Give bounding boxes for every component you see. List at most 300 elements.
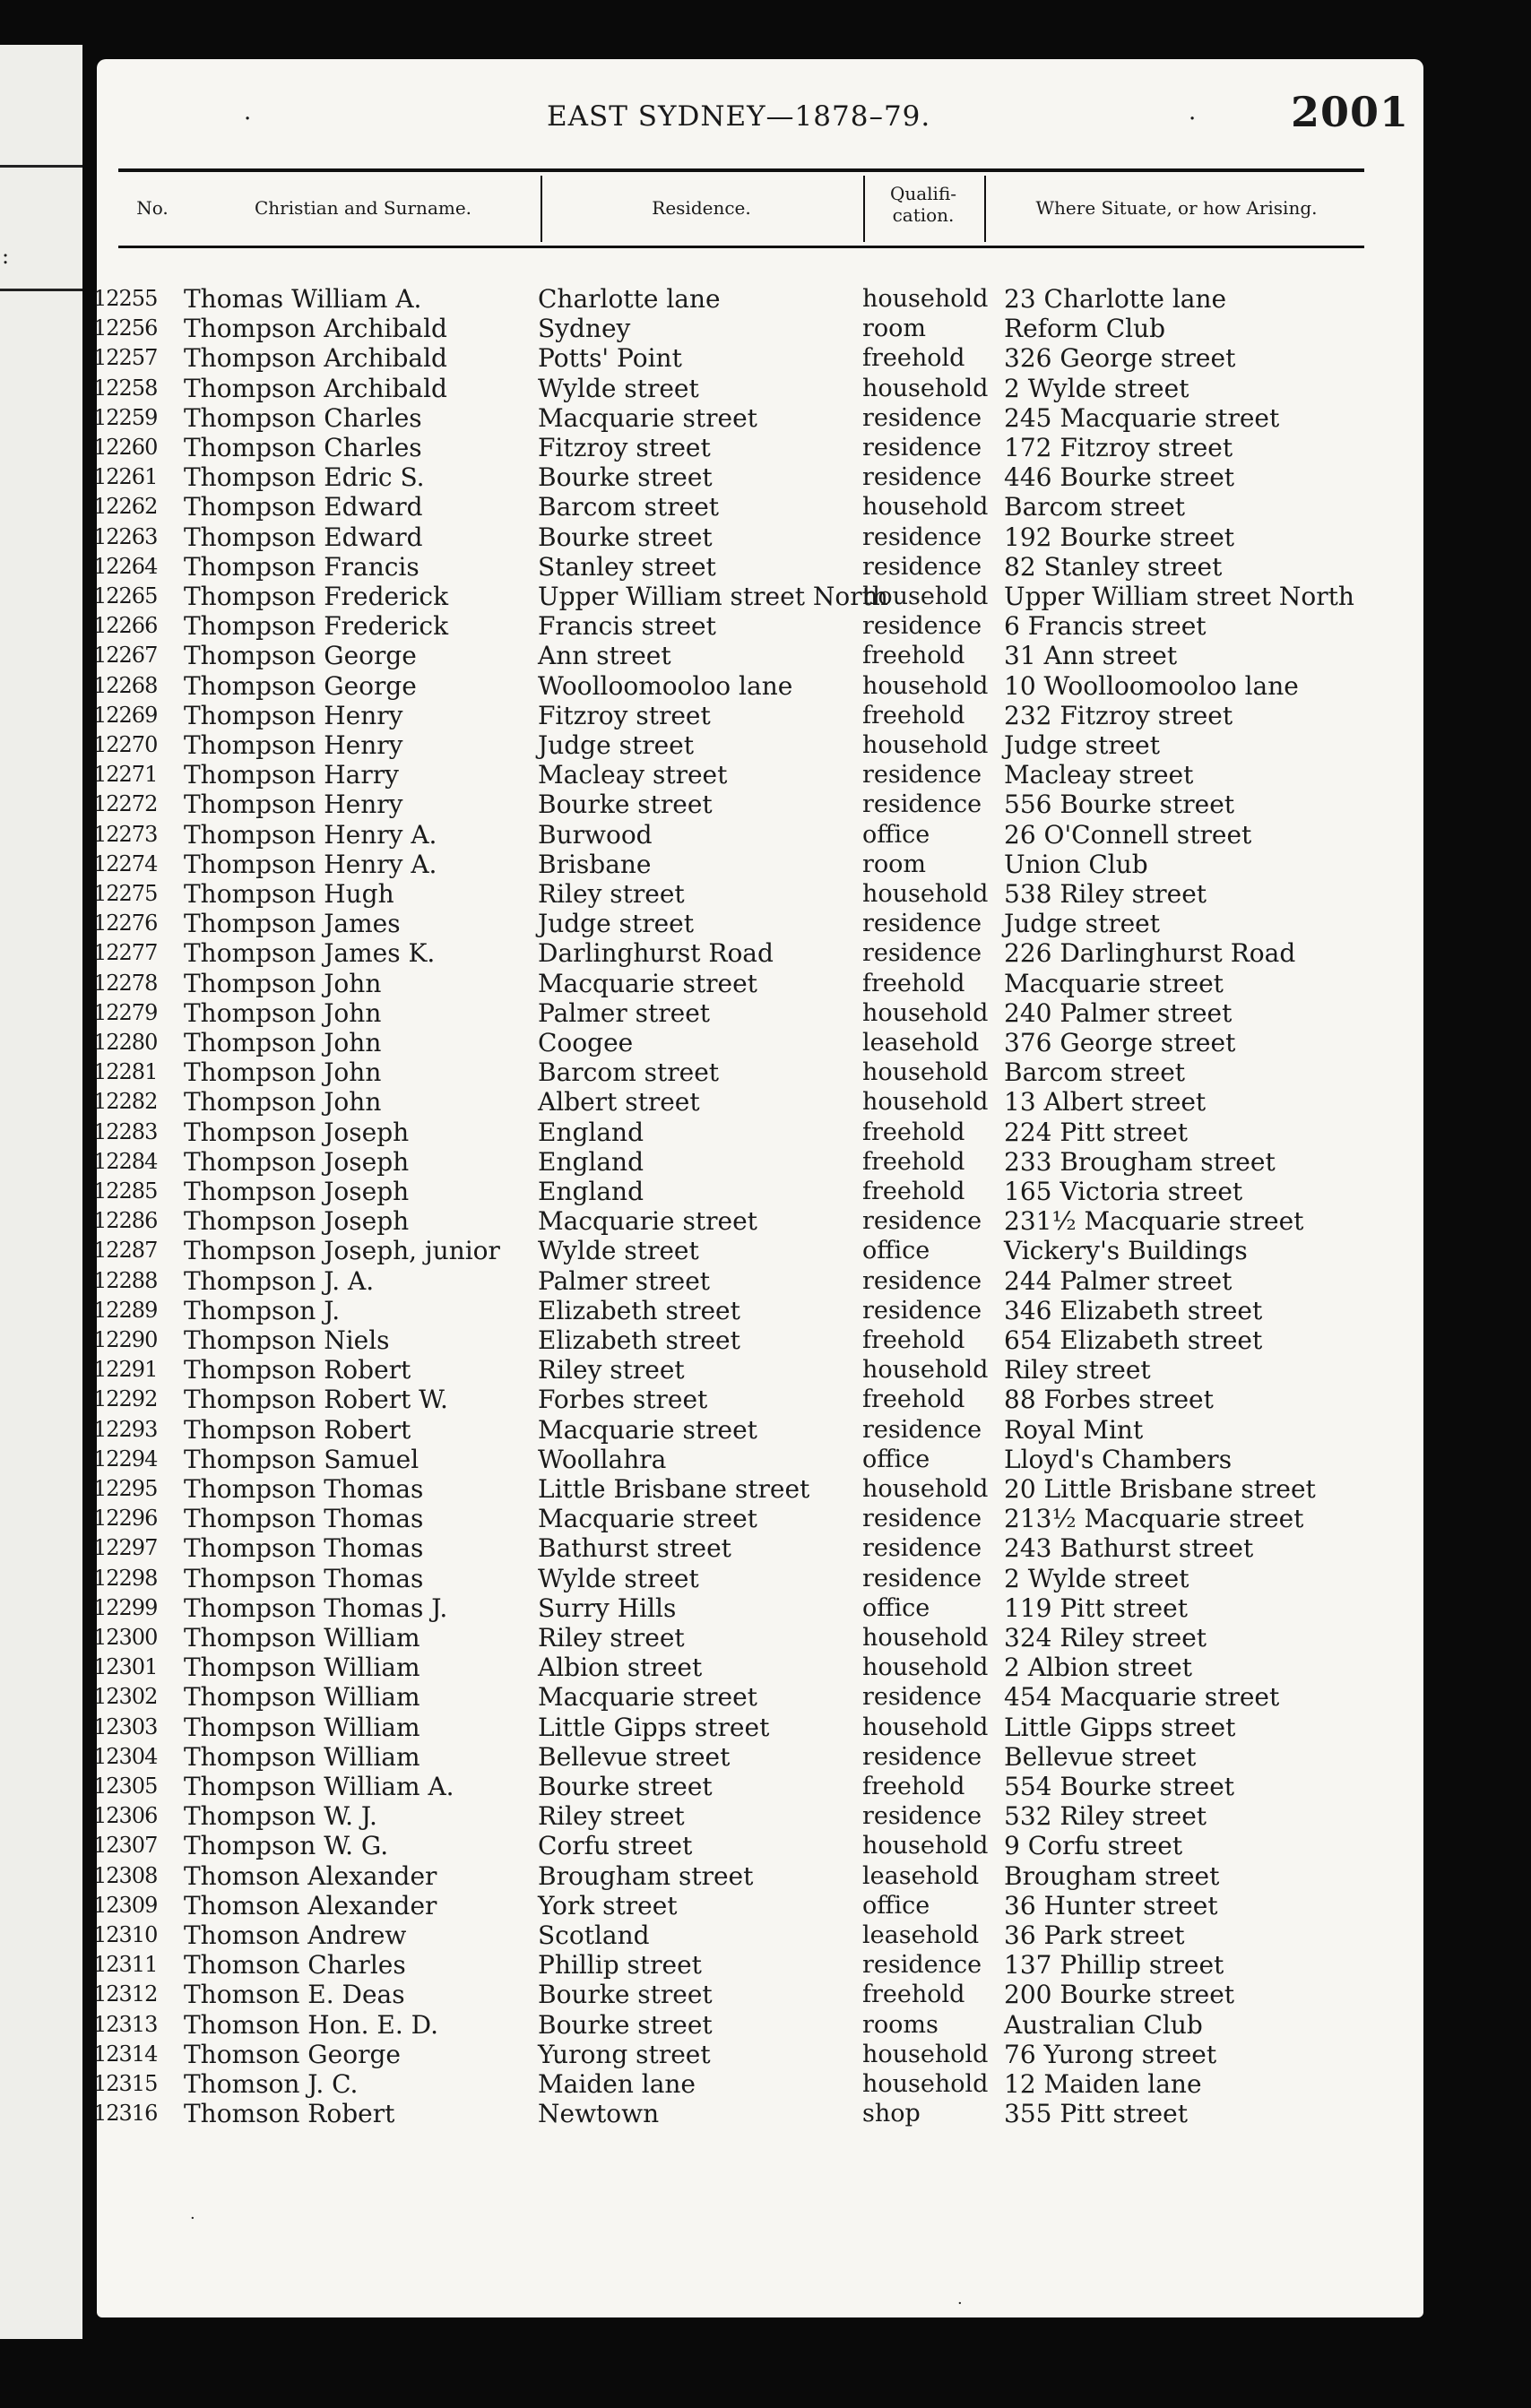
cell-where: 355 Pitt street (1004, 2099, 1188, 2129)
cell-qualification: office (862, 1445, 930, 1473)
cell-name: Thomson Alexander (184, 1860, 437, 1891)
column-divider (541, 176, 542, 242)
cell-name: Thompson John (184, 1087, 382, 1118)
cell-no: 12298 (93, 1565, 158, 1591)
cell-no: 12282 (93, 1089, 158, 1115)
cell-no: 12300 (93, 1625, 158, 1650)
cell-where: 82 Stanley street (1004, 551, 1223, 582)
cell-where: Little Gipps street (1004, 1712, 1236, 1742)
cell-no: 12307 (93, 1833, 158, 1859)
cell-residence: Sydney (538, 314, 631, 344)
cell-where: 376 George street (1004, 1028, 1236, 1057)
cell-name: Thompson Joseph (184, 1146, 410, 1177)
cell-name: Thomson Andrew (184, 1920, 407, 1950)
cell-where: Brougham street (1004, 1860, 1220, 1891)
cell-no: 12310 (93, 1922, 158, 1947)
cell-qualification: household (862, 998, 989, 1027)
cell-no: 12292 (93, 1386, 158, 1412)
cell-qualification: residence (862, 1534, 982, 1563)
cell-where: Barcom street (1004, 1057, 1186, 1088)
cell-residence: Woollahra (538, 1444, 667, 1474)
cell-where: 119 Pitt street (1004, 1592, 1188, 1623)
previous-page-mark: : (2, 244, 10, 269)
cell-name: Thompson William A. (184, 1772, 454, 1801)
cell-no: 12280 (93, 1030, 158, 1055)
cell-qualification: freehold (862, 1385, 965, 1414)
cell-where: 226 Darlinghurst Road (1004, 938, 1296, 969)
cell-residence: Bellevue street (538, 1741, 731, 1772)
cell-no: 12281 (93, 1059, 158, 1085)
cell-qualification: household (862, 2040, 989, 2068)
cell-qualification: residence (862, 1802, 982, 1831)
cell-where: 232 Fitzroy street (1004, 700, 1233, 730)
cell-qualification: leasehold (862, 1861, 980, 1890)
header-bottom-rule (118, 246, 1364, 248)
cell-name: Thompson John (184, 997, 382, 1028)
cell-where: 165 Victoria street (1004, 1177, 1243, 1206)
cell-residence: Albert street (538, 1087, 700, 1118)
cell-name: Thompson Thomas (184, 1563, 424, 1593)
cell-no: 12269 (93, 702, 158, 728)
cell-residence: Maiden lane (538, 2069, 696, 2099)
cell-where: 20 Little Brisbane street (1004, 1474, 1316, 1504)
cell-qualification: residence (862, 1266, 982, 1295)
cell-no: 12308 (93, 1862, 158, 1888)
cell-residence: Corfu street (538, 1831, 693, 1861)
cell-residence: Judge street (538, 730, 694, 760)
cell-qualification: residence (862, 1742, 982, 1771)
cell-qualification: residence (862, 1564, 982, 1592)
cell-no: 12306 (93, 1803, 158, 1829)
cell-residence: Riley street (538, 1801, 685, 1832)
cell-name: Thompson William (184, 1712, 420, 1742)
cell-qualification: room (862, 850, 927, 878)
cell-name: Thompson Henry (184, 790, 403, 820)
cell-qualification: household (862, 1356, 989, 1385)
cell-qualification: residence (862, 612, 982, 641)
cell-qualification: freehold (862, 1178, 965, 1205)
cell-residence: Riley street (538, 1623, 685, 1653)
cell-name: Thompson Niels (184, 1325, 390, 1355)
cell-qualification: residence (862, 522, 982, 551)
cell-where: 31 Ann street (1004, 641, 1178, 671)
cell-residence: Upper William street North (538, 582, 888, 611)
cell-name: Thomson Alexander (184, 1890, 437, 1920)
cell-no: 12262 (93, 494, 158, 520)
cell-name: Thompson John (184, 968, 382, 998)
cell-name: Thompson W. G. (184, 1831, 389, 1861)
cell-qualification: residence (862, 1683, 982, 1712)
cell-qualification: freehold (862, 344, 965, 373)
cell-where: 346 Elizabeth street (1004, 1295, 1263, 1325)
cell-where: Barcom street (1004, 492, 1186, 522)
cell-qualification: freehold (862, 1773, 965, 1800)
cell-qualification: freehold (862, 1147, 965, 1176)
cell-qualification: office (862, 1891, 930, 1920)
cell-name: Thompson William (184, 1741, 420, 1772)
cell-name: Thompson John (184, 1057, 382, 1088)
cell-where: 454 Macquarie street (1004, 1682, 1280, 1713)
cell-qualification: household (862, 374, 989, 402)
cell-no: 12274 (93, 850, 158, 876)
cell-no: 12257 (93, 345, 158, 371)
cell-name: Thompson George (184, 641, 417, 671)
cell-no: 12273 (93, 821, 158, 847)
cell-no: 12264 (93, 553, 158, 579)
cell-residence: Elizabeth street (538, 1325, 740, 1355)
cell-residence: Newtown (538, 2099, 660, 2129)
cell-name: Thompson John (184, 1028, 382, 1057)
cell-qualification: residence (862, 1207, 982, 1236)
cell-qualification: household (862, 731, 989, 759)
cell-where: Lloyd's Chambers (1004, 1444, 1233, 1474)
cell-qualification: office (862, 820, 930, 849)
cell-no: 12266 (93, 613, 158, 639)
cell-no: 12288 (93, 1267, 158, 1293)
cell-residence: Riley street (538, 1355, 685, 1385)
cell-where: 137 Phillip street (1004, 1950, 1224, 1981)
cell-name: Thompson Thomas (184, 1504, 424, 1534)
cell-no: 12290 (93, 1327, 158, 1352)
cell-where: Macleay street (1004, 760, 1194, 790)
cell-residence: Little Brisbane street (538, 1474, 810, 1504)
cell-no: 12265 (93, 583, 158, 608)
cell-name: Thompson Henry A. (184, 849, 437, 879)
cell-qualification: office (862, 1237, 930, 1265)
cell-qualification: freehold (862, 1118, 965, 1146)
cell-where: Australian Club (1004, 2009, 1203, 2040)
cell-name: Thompson Joseph (184, 1177, 410, 1206)
cell-no: 12260 (93, 435, 158, 460)
cell-qualification: household (862, 1832, 989, 1860)
cell-residence: England (538, 1177, 644, 1206)
print-mark: · (244, 106, 252, 133)
cell-residence: Bourke street (538, 790, 713, 820)
cell-qualification: household (862, 880, 989, 908)
cell-no: 12255 (93, 286, 158, 311)
cell-no: 12309 (93, 1892, 158, 1918)
column-divider (863, 176, 865, 242)
cell-residence: Surry Hills (538, 1592, 677, 1623)
cell-residence: Elizabeth street (538, 1295, 740, 1325)
cell-residence: Coogee (538, 1028, 634, 1057)
cell-name: Thomas William A. (184, 284, 422, 314)
cell-residence: Fitzroy street (538, 700, 711, 730)
cell-name: Thompson Robert (184, 1355, 411, 1385)
cell-no: 12294 (93, 1446, 158, 1472)
cell-qualification: household (862, 285, 989, 313)
cell-no: 12285 (93, 1178, 158, 1204)
print-mark: · (190, 2209, 195, 2228)
cell-qualification: residence (862, 790, 982, 819)
cell-where: 224 Pitt street (1004, 1117, 1188, 1147)
cell-where: Royal Mint (1004, 1414, 1144, 1445)
cell-residence: Judge street (538, 909, 694, 939)
cell-where: 2 Wylde street (1004, 373, 1189, 403)
cell-where: 233 Brougham street (1004, 1146, 1276, 1177)
cell-residence: Bourke street (538, 1772, 713, 1801)
cell-residence: Charlotte lane (538, 284, 721, 314)
cell-residence: Bathurst street (538, 1533, 731, 1564)
cell-where: Riley street (1004, 1355, 1151, 1385)
cell-name: Thompson Robert (184, 1414, 411, 1445)
cell-residence: Macquarie street (538, 1414, 757, 1445)
cell-qualification: freehold (862, 1981, 965, 2009)
cell-qualification: residence (862, 1415, 982, 1444)
cell-residence: Albion street (538, 1653, 703, 1683)
cell-no: 12315 (93, 2071, 158, 2096)
cell-qualification: residence (862, 939, 982, 968)
print-mark: · (1189, 106, 1197, 133)
cell-name: Thompson George (184, 670, 417, 701)
cell-where: 36 Park street (1004, 1920, 1185, 1950)
cell-where: 200 Bourke street (1004, 1980, 1235, 2010)
cell-where: 88 Forbes street (1004, 1385, 1214, 1415)
column-header-qualification: Qualifi- cation. (889, 183, 957, 226)
cell-where: 538 Riley street (1004, 879, 1207, 909)
cell-residence: Macquarie street (538, 402, 757, 433)
cell-residence: Bourke street (538, 1980, 713, 2010)
cell-where: 23 Charlotte lane (1004, 284, 1227, 314)
cell-no: 12312 (93, 1981, 158, 2007)
cell-residence: Macquarie street (538, 1206, 757, 1237)
cell-residence: Macquarie street (538, 1682, 757, 1713)
cell-where: 76 Yurong street (1004, 2039, 1217, 2069)
cell-where: Macquarie street (1004, 968, 1224, 998)
cell-qualification: household (862, 493, 989, 522)
cell-where: 554 Bourke street (1004, 1772, 1235, 1801)
cell-name: Thomson George (184, 2039, 401, 2069)
cell-where: 324 Riley street (1004, 1623, 1207, 1653)
cell-name: Thompson W. J. (184, 1801, 377, 1832)
cell-name: Thompson Edward (184, 492, 423, 522)
cell-qualification: household (862, 583, 989, 610)
cell-name: Thompson Francis (184, 551, 420, 582)
cell-no: 12284 (93, 1148, 158, 1174)
cell-name: Thompson Archibald (184, 314, 447, 344)
cell-no: 12256 (93, 315, 158, 341)
cell-where: 10 Woolloomooloo lane (1004, 670, 1299, 701)
cell-qualification: residence (862, 1951, 982, 1980)
cell-qualification: residence (862, 463, 982, 492)
cell-where: 6 Francis street (1004, 611, 1207, 642)
cell-no: 12278 (93, 970, 158, 996)
cell-where: 240 Palmer street (1004, 997, 1233, 1028)
cell-no: 12289 (93, 1297, 158, 1323)
cell-qualification: shop (862, 2100, 921, 2128)
cell-where: 12 Maiden lane (1004, 2069, 1202, 2099)
cell-residence: Riley street (538, 879, 685, 909)
cell-no: 12297 (93, 1535, 158, 1561)
cell-where: 13 Albert street (1004, 1087, 1207, 1118)
cell-no: 12271 (93, 762, 158, 788)
cell-no: 12291 (93, 1357, 158, 1383)
cell-residence: Potts' Point (538, 343, 682, 374)
cell-name: Thompson Joseph, junior (184, 1236, 500, 1266)
previous-page-edge (0, 45, 82, 2339)
cell-qualification: household (862, 1624, 989, 1652)
header-top-rule (118, 168, 1364, 172)
cell-qualification: household (862, 1058, 989, 1087)
cell-name: Thompson Frederick (184, 611, 449, 642)
cell-no: 12263 (93, 523, 158, 549)
cell-name: Thompson Samuel (184, 1444, 420, 1474)
cell-where: 654 Elizabeth street (1004, 1325, 1263, 1355)
cell-residence: Darlinghurst Road (538, 938, 774, 969)
cell-no: 12268 (93, 672, 158, 698)
cell-qualification: residence (862, 552, 982, 581)
cell-no: 12272 (93, 791, 158, 817)
cell-no: 12267 (93, 643, 158, 669)
cell-name: Thompson J. (184, 1295, 341, 1325)
cell-qualification: residence (862, 434, 982, 462)
cell-name: Thompson Joseph (184, 1117, 410, 1147)
cell-no: 12277 (93, 940, 158, 966)
cell-no: 12283 (93, 1118, 158, 1144)
cell-qualification: office (862, 1593, 930, 1622)
cell-no: 12311 (93, 1952, 158, 1978)
previous-page-rule (0, 289, 82, 291)
cell-where: 446 Bourke street (1004, 462, 1235, 493)
cell-where: 245 Macquarie street (1004, 402, 1280, 433)
cell-qualification: leasehold (862, 1921, 980, 1949)
cell-where: Reform Club (1004, 314, 1166, 344)
cell-name: Thompson Edric S. (184, 462, 425, 493)
cell-qualification: household (862, 1653, 989, 1682)
cell-name: Thomson E. Deas (184, 1980, 405, 2010)
cell-residence: Burwood (538, 819, 653, 850)
cell-residence: Macquarie street (538, 1504, 757, 1534)
cell-no: 12314 (93, 2041, 158, 2067)
cell-name: Thompson Robert W. (184, 1385, 448, 1415)
cell-qualification: household (862, 1088, 989, 1117)
cell-qualification: leasehold (862, 1029, 980, 1057)
cell-residence: Ann street (538, 641, 671, 671)
cell-where: 26 O'Connell street (1004, 819, 1252, 850)
cell-where: 36 Hunter street (1004, 1890, 1218, 1920)
cell-residence: Macquarie street (538, 968, 757, 998)
cell-no: 12296 (93, 1506, 158, 1532)
column-divider (984, 176, 986, 242)
cell-no: 12286 (93, 1208, 158, 1234)
page-title: EAST SYDNEY—1878–79. (547, 100, 931, 133)
cell-name: Thompson William (184, 1682, 420, 1713)
cell-no: 12275 (93, 881, 158, 906)
cell-name: Thompson Frederick (184, 582, 449, 611)
cell-where: Vickery's Buildings (1004, 1236, 1248, 1266)
column-header-where: Where Situate, or how Arising. (1035, 197, 1318, 219)
page-number: 2001 (1291, 88, 1410, 136)
cell-residence: Wylde street (538, 373, 699, 403)
cell-qualification: freehold (862, 969, 965, 997)
cell-name: Thompson Archibald (184, 373, 447, 403)
cell-name: Thompson Hugh (184, 879, 394, 909)
cell-no: 12295 (93, 1476, 158, 1501)
print-mark: · (957, 2294, 963, 2313)
cell-residence: Scotland (538, 1920, 650, 1950)
cell-where: Upper William street North (1004, 582, 1354, 611)
cell-residence: Wylde street (538, 1563, 699, 1593)
cell-where: 213½ Macquarie street (1004, 1504, 1304, 1534)
cell-residence: Palmer street (538, 1265, 711, 1296)
cell-qualification: household (862, 1713, 989, 1741)
cell-where: 192 Bourke street (1004, 522, 1235, 552)
cell-qualification: freehold (862, 701, 965, 729)
cell-no: 12270 (93, 732, 158, 757)
cell-no: 12304 (93, 1743, 158, 1769)
cell-where: 172 Fitzroy street (1004, 433, 1233, 462)
cell-qualification: room (862, 315, 927, 343)
cell-residence: Macleay street (538, 760, 728, 790)
cell-no: 12303 (93, 1713, 158, 1739)
cell-residence: Bourke street (538, 522, 713, 552)
cell-name: Thompson Thomas J. (184, 1592, 448, 1623)
cell-qualification: residence (862, 403, 982, 432)
cell-name: Thomson Hon. E. D. (184, 2009, 438, 2040)
cell-residence: Bourke street (538, 2009, 713, 2040)
column-header-residence: Residence. (652, 197, 751, 219)
cell-no: 12313 (93, 2011, 158, 2037)
cell-name: Thompson William (184, 1623, 420, 1653)
cell-residence: York street (538, 1890, 678, 1920)
cell-name: Thompson William (184, 1653, 420, 1683)
cell-qualification: residence (862, 761, 982, 790)
cell-residence: Wylde street (538, 1236, 699, 1266)
cell-qualification: residence (862, 910, 982, 938)
cell-where: 244 Palmer street (1004, 1265, 1233, 1296)
cell-residence: Little Gipps street (538, 1712, 770, 1742)
cell-where: Judge street (1004, 909, 1160, 939)
column-header-name: Christian and Surname. (254, 197, 472, 219)
cell-no: 12316 (93, 2101, 158, 2127)
cell-qualification: freehold (862, 1326, 965, 1354)
cell-where: Bellevue street (1004, 1741, 1197, 1772)
cell-no: 12261 (93, 464, 158, 490)
column-header-no: No. (136, 197, 169, 219)
cell-name: Thompson J. A. (184, 1265, 375, 1296)
cell-name: Thompson James K. (184, 938, 436, 969)
cell-qualification: household (862, 1475, 989, 1503)
cell-where: 2 Albion street (1004, 1653, 1192, 1683)
cell-residence: Francis street (538, 611, 716, 642)
cell-residence: England (538, 1117, 644, 1147)
cell-name: Thompson Edward (184, 522, 423, 552)
cell-name: Thompson Henry A. (184, 819, 437, 850)
cell-residence: Yurong street (538, 2039, 711, 2069)
cell-where: 532 Riley street (1004, 1801, 1207, 1832)
cell-qualification: freehold (862, 642, 965, 670)
cell-where: 556 Bourke street (1004, 790, 1235, 820)
cell-where: 326 George street (1004, 343, 1236, 374)
previous-page-rule (0, 165, 82, 168)
cell-name: Thompson Charles (184, 402, 422, 433)
cell-name: Thomson Charles (184, 1950, 406, 1981)
cell-no: 12276 (93, 911, 158, 936)
cell-name: Thompson Joseph (184, 1206, 410, 1237)
cell-name: Thompson Henry (184, 730, 403, 760)
cell-qualification: household (862, 671, 989, 700)
cell-where: Judge street (1004, 730, 1160, 760)
cell-name: Thomson Robert (184, 2099, 395, 2129)
cell-residence: Fitzroy street (538, 433, 711, 462)
cell-qualification: household (862, 2070, 989, 2098)
cell-no: 12293 (93, 1416, 158, 1442)
cell-residence: England (538, 1146, 644, 1177)
cell-residence: Barcom street (538, 1057, 720, 1088)
cell-where: 243 Bathurst street (1004, 1533, 1254, 1564)
cell-name: Thompson Charles (184, 433, 422, 462)
cell-no: 12302 (93, 1684, 158, 1710)
